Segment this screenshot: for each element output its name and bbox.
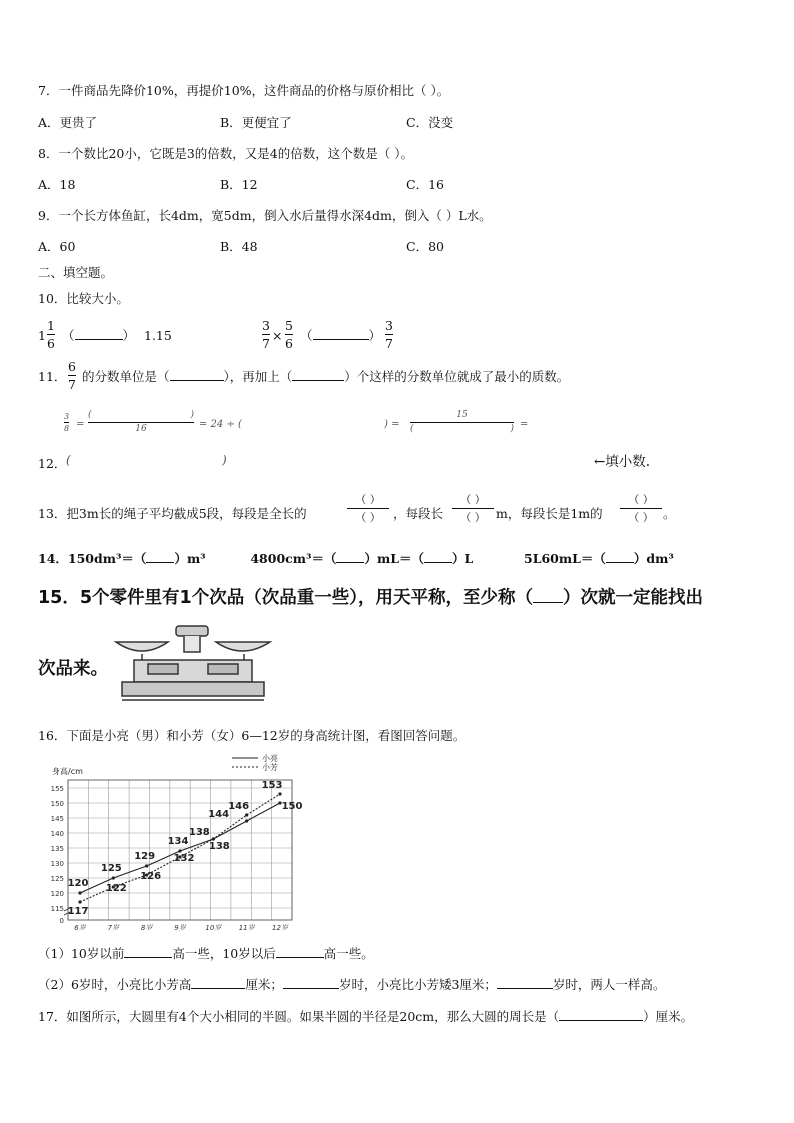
q9-option-c[interactable]: C．80 — [406, 239, 444, 254]
q13-text-1: 13．把3m长的绳子平均截成5段，每段是全长的 — [38, 506, 307, 521]
data-label: 132 — [173, 853, 195, 864]
data-label: 138 — [208, 841, 230, 852]
y-tick-label: 150 — [50, 800, 64, 808]
q8-stem: 8．一个数比20小，它既是3的倍数，又是4的倍数，这个数是（ ）。 — [38, 146, 413, 161]
q12-fraction-15-blank[interactable]: 15 ( ) — [410, 410, 514, 434]
q11-number: 11． — [38, 369, 67, 384]
q14-blank-3[interactable] — [424, 550, 452, 563]
q7-option-a[interactable]: A．更贵了 — [38, 115, 98, 130]
y-tick-label: 135 — [50, 845, 64, 853]
q10-value-1-15: 1.15 — [144, 328, 172, 343]
x-tick-label: 6岁 — [74, 924, 86, 932]
q16-blank-3[interactable] — [191, 976, 245, 989]
q13-blank-fraction-1[interactable]: （ ） （ ） — [347, 492, 389, 525]
data-label: 150 — [281, 801, 303, 812]
y-tick-label: 140 — [50, 830, 64, 838]
data-label: 138 — [188, 827, 210, 838]
height-line-chart — [40, 752, 303, 932]
q11-blank-1[interactable] — [170, 368, 224, 381]
numerator: 1 — [47, 318, 55, 333]
q14-blank-2[interactable] — [336, 550, 364, 563]
data-point — [245, 813, 248, 816]
data-label: 122 — [105, 883, 127, 894]
q12-fraction-3-8: 3 8 — [64, 412, 70, 433]
q7-stem: 7．一件商品先降价10%，再提价10%，这件商品的价格与原价相比（ ）。 — [38, 83, 450, 98]
data-label: 146 — [228, 801, 250, 812]
q12-fraction-blank-16[interactable]: ( ) 16 — [88, 410, 194, 434]
q10-fraction-5-6: 5 6 — [285, 318, 293, 351]
q15-line-1: 15．5个零件里有1个次品（次品重一些），用天平称，至少称（ ）次就一定能找出 — [38, 588, 703, 608]
q9-option-b[interactable]: B．48 — [220, 239, 258, 254]
data-label: 134 — [167, 836, 189, 847]
q9-option-a[interactable]: A．60 — [38, 239, 76, 254]
data-point — [78, 900, 81, 903]
q14-blank-4[interactable] — [606, 550, 634, 563]
q13-text-2: ，每段长 — [393, 506, 444, 521]
data-point — [278, 792, 281, 795]
legend-entry: 小芳 — [262, 763, 278, 772]
q13-blank-fraction-2[interactable]: （ ） （ ） — [452, 492, 494, 525]
q11-text: 的分数单位是（ ），再加上（ ）个这样的分数单位就成了最小的质数。 — [82, 369, 570, 384]
data-label: 144 — [208, 809, 230, 820]
y-axis-label: 身高/cm — [52, 767, 83, 776]
q13-text-4: 。 — [663, 506, 676, 521]
q7-option-c[interactable]: C．没变 — [406, 115, 454, 130]
q9-stem: 9．一个长方体鱼缸，长4dm，宽5dm，倒入水后量得水深4dm，倒入（ ）L水。 — [38, 208, 492, 223]
q10-blank-1[interactable]: （ ） — [62, 328, 136, 343]
q7-option-b[interactable]: B．更便宜了 — [220, 115, 292, 130]
q10-whole: 1 — [38, 328, 46, 343]
q12-eq-end: = — [520, 419, 529, 430]
data-label: 125 — [100, 863, 122, 874]
y-tick-label: 125 — [50, 875, 64, 883]
data-label: 153 — [261, 780, 283, 791]
x-tick-label: 11岁 — [238, 924, 255, 932]
y-tick-label: 130 — [50, 860, 64, 868]
section-heading: 二、填空题。 — [38, 265, 114, 280]
q14-line: 14．150dm³＝（ ）m³ 4800cm³＝（ ）mL＝（ ）L 5L60mL＝（ ）dm³ — [38, 551, 674, 566]
q12-blank-paren-open[interactable]: ( — [66, 453, 71, 467]
y-tick-label: 145 — [50, 815, 64, 823]
q8-option-a[interactable]: A．18 — [38, 177, 76, 192]
denominator: 6 — [47, 336, 55, 351]
y-tick-label: 155 — [50, 785, 64, 793]
q15-blank[interactable] — [533, 586, 563, 603]
data-label: 117 — [67, 906, 89, 917]
data-point — [78, 891, 81, 894]
legend-entry: 小亮 — [262, 754, 278, 763]
data-point — [145, 864, 148, 867]
q16-blank-4[interactable] — [283, 976, 339, 989]
q12-eq-1: = — [76, 419, 85, 430]
q10-times-sign: × — [272, 328, 283, 343]
data-point — [112, 876, 115, 879]
y-tick-label: 120 — [50, 890, 64, 898]
q14-blank-1[interactable] — [146, 550, 174, 563]
q16-sub-1: （1）10岁以前 高一些，10岁以后 高一些。 — [38, 946, 374, 961]
x-tick-label: 7岁 — [107, 924, 120, 932]
q16-sub-2: （2）6岁时，小亮比小芳高 厘米； 岁时，小亮比小芳矮3厘米； 岁时，两人一样高。 — [38, 977, 666, 992]
q16-stem: 16．下面是小亮（男）和小芳（女）6—12岁的身高统计图，看图回答问题。 — [38, 728, 466, 743]
q12-division: = 24 ÷ ( — [199, 419, 242, 430]
q17-text: 17．如图所示，大圆里有4个大小相同的半圆。如果半圆的半径是20cm，那么大圆的周长是（ ）厘米。 — [38, 1009, 694, 1024]
data-label: 129 — [134, 851, 156, 862]
q10-fraction-1-6 — [47, 318, 55, 351]
q10-fraction-3-7-b: 3 7 — [385, 318, 393, 351]
q10-blank-2[interactable]: （ ） — [300, 328, 382, 343]
q11-fraction-6-7: 6 7 — [68, 359, 76, 392]
balance-scale-illustration — [112, 622, 274, 706]
data-label: 120 — [67, 878, 89, 889]
q12-tail: ←填小数. — [594, 454, 651, 470]
q13-text-3: m，每段长是1m的 — [496, 506, 603, 521]
q17-blank[interactable] — [559, 1008, 643, 1021]
data-label: 126 — [140, 871, 162, 882]
x-tick-label: 9岁 — [174, 924, 186, 932]
x-tick-label: 8岁 — [140, 924, 153, 932]
q10-fraction-3-7-a: 3 7 — [262, 318, 270, 351]
q11-blank-2[interactable] — [292, 368, 344, 381]
q12-number: 12． — [38, 456, 67, 471]
y-tick-label: 0 — [59, 917, 64, 925]
q12-close-eq: ) = — [384, 419, 400, 430]
x-tick-label: 10岁 — [205, 924, 222, 932]
q8-option-c[interactable]: C．16 — [406, 177, 444, 192]
x-tick-label: 12岁 — [272, 924, 288, 932]
q13-blank-fraction-3[interactable]: （ ） （ ） — [620, 492, 662, 525]
q16-blank-2[interactable] — [276, 945, 324, 958]
data-point — [245, 819, 248, 822]
q8-option-b[interactable]: B．12 — [220, 177, 258, 192]
q16-blank-1[interactable] — [124, 945, 172, 958]
q10-stem: 10．比较大小。 — [38, 291, 129, 306]
q12-blank-paren-close[interactable]: ) — [222, 453, 227, 467]
q16-blank-5[interactable] — [497, 976, 553, 989]
y-tick-label: 115 — [50, 905, 64, 913]
q15-line-2: 次品来。 — [38, 659, 108, 679]
